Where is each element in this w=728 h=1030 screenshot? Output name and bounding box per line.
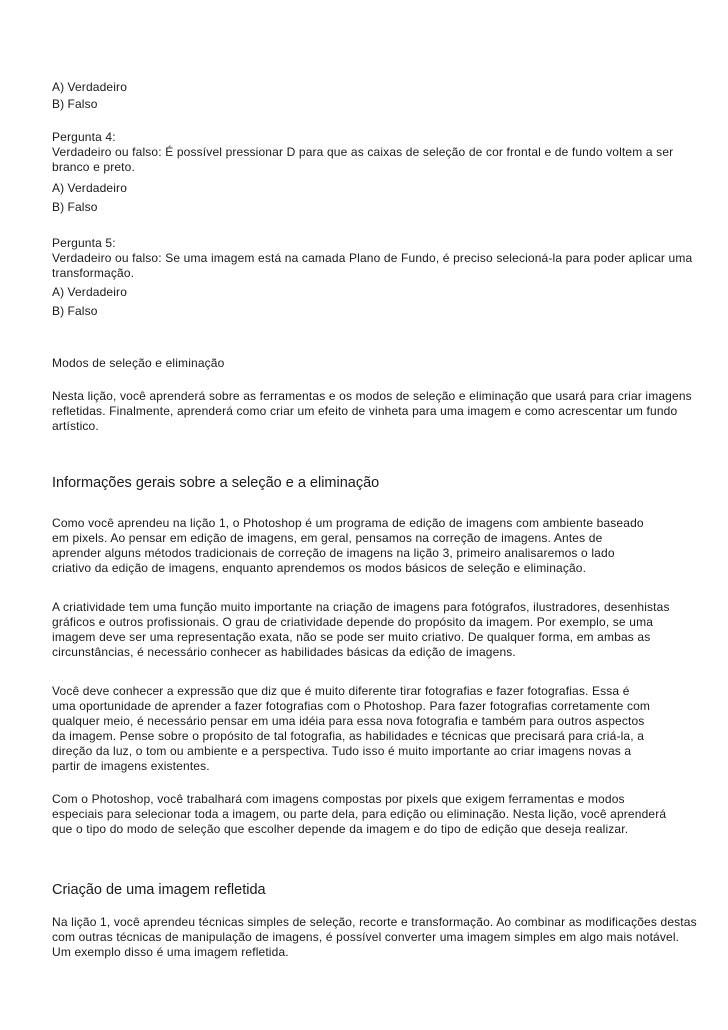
paragraph-line: uma oportunidade de aprender a fazer fotografias com o Photoshop. Para fazer fotografias corretamente com — [52, 699, 651, 713]
q3-option-a[interactable] — [52, 80, 127, 95]
q3-option-a-text: Verdadeiro — [67, 80, 128, 94]
paragraph-line: imagem deve ser uma representação exata, não se pode ser muito criativo. De qualquer forma, em ambas as — [52, 630, 651, 644]
q5-option-a-letter: A) — [52, 285, 65, 299]
q4-option-a-letter: A) — [52, 181, 65, 195]
q4-option-a-text: Verdadeiro — [67, 181, 128, 195]
q4-option-b-letter: B) — [52, 200, 65, 214]
paragraph-line: Você deve conhecer a expressão que diz que é muito diferente tirar fotografias e fazer fotografias. Essa é — [52, 684, 630, 698]
q4-option-b[interactable] — [52, 200, 98, 215]
paragraph-line: em pixels. Ao pensar em edição de imagens, em geral, pensamos na correção de imagens. Antes de — [52, 531, 603, 545]
paragraph-line: criativo da edição de imagens, enquanto aprendemos os modos básicos de seleção e eliminação. — [52, 561, 587, 575]
paragraph-line: circunstâncias, é necessário conhecer as habilidades básicas da edição de imagens. — [52, 645, 516, 659]
q4-text-line: Verdadeiro ou falso: É possível pressionar D para que as caixas de seleção de cor frontal e de fundo voltem a ser — [52, 145, 674, 159]
paragraph-line: Com o Photoshop, você trabalhará com imagens compostas por pixels que exigem ferramentas e modos — [52, 792, 625, 806]
paragraph-line: partir de imagens existentes. — [52, 759, 210, 773]
section-heading-reflected-image: Criação de uma imagem refletida — [52, 882, 266, 898]
paragraph-line: Como você aprendeu na lição 1, o Photoshop é um programa de edição de imagens com ambiente baseado — [52, 516, 644, 530]
q4-option-b-text: Falso — [67, 200, 98, 214]
paragraph-line: com outras técnicas de manipulação de imagens, é possível converter uma imagem simples em algo mais notável. — [52, 930, 680, 944]
q5-option-b-text: Falso — [67, 304, 98, 318]
paragraph-line: que o tipo do modo de seleção que escolher depende da imagem e do tipo de edição que deseja realizar. — [52, 822, 629, 836]
paragraph-line: direção da luz, o tom ou ambiente e a perspectiva. Tudo isso é muito importante ao criar imagens novas a — [52, 744, 632, 758]
q4-title: Pergunta 4: — [52, 130, 116, 144]
q5-option-b-letter: B) — [52, 304, 65, 318]
paragraph-line: qualquer meio, é necessário pensar em uma idéia para essa nova fotografia e também para outros aspectos — [52, 714, 645, 728]
paragraph-line: aprender alguns métodos tradicionais de correção de imagens na lição 3, primeiro analisaremos o lado — [52, 546, 615, 560]
paragraph-line: Na lição 1, você aprendeu técnicas simples de seleção, recorte e transformação. Ao combinar as modificações destas — [52, 915, 697, 929]
q5-text-line: Verdadeiro ou falso: Se uma imagem está na camada Plano de Fundo, é preciso selecioná-la para poder aplicar uma — [52, 251, 693, 265]
q3-option-a-letter: A) — [52, 80, 65, 94]
paragraph-line: gráficos e outros profissionais. O grau de criatividade depende do propósito da imagem. Por exemplo, se uma — [52, 615, 654, 629]
lesson-title: Modos de seleção e eliminação — [52, 356, 225, 370]
lesson-intro-line: Nesta lição, você aprenderá sobre as ferramentas e os modos de seleção e eliminação que usará para criar imagens — [52, 389, 692, 403]
paragraph-line: A criatividade tem uma função muito importante na criação de imagens para fotógrafos, ilustradores, desenhistas — [52, 600, 670, 614]
lesson-intro-line: refletidas. Finalmente, aprenderá como criar um efeito de vinheta para uma imagem e como acrescentar um fundo — [52, 404, 678, 418]
q5-option-a[interactable] — [52, 285, 127, 300]
section-heading-overview: Informações gerais sobre a seleção e a eliminação — [52, 475, 380, 491]
paragraph-line: especiais para selecionar toda a imagem, ou parte dela, para edição ou eliminação. Nesta lição, você aprenderá — [52, 807, 667, 821]
q4-option-a[interactable] — [52, 181, 127, 196]
q5-option-b[interactable] — [52, 304, 98, 319]
q3-option-b-text: Falso — [67, 97, 98, 111]
q4-text-line: branco e preto. — [52, 160, 135, 174]
paragraph-line: Um exemplo disso é uma imagem refletida. — [52, 945, 289, 959]
q3-option-b[interactable] — [52, 97, 98, 112]
paragraph-line: da imagem. Pense sobre o propósito de tal fotografia, as habilidades e técnicas que precisará para criá-la, a — [52, 729, 645, 743]
q3-option-b-letter: B) — [52, 97, 65, 111]
q5-text-line: transformação. — [52, 266, 135, 280]
q5-title: Pergunta 5: — [52, 236, 116, 250]
lesson-intro-line: artístico. — [52, 419, 99, 433]
q5-option-a-text: Verdadeiro — [67, 285, 128, 299]
